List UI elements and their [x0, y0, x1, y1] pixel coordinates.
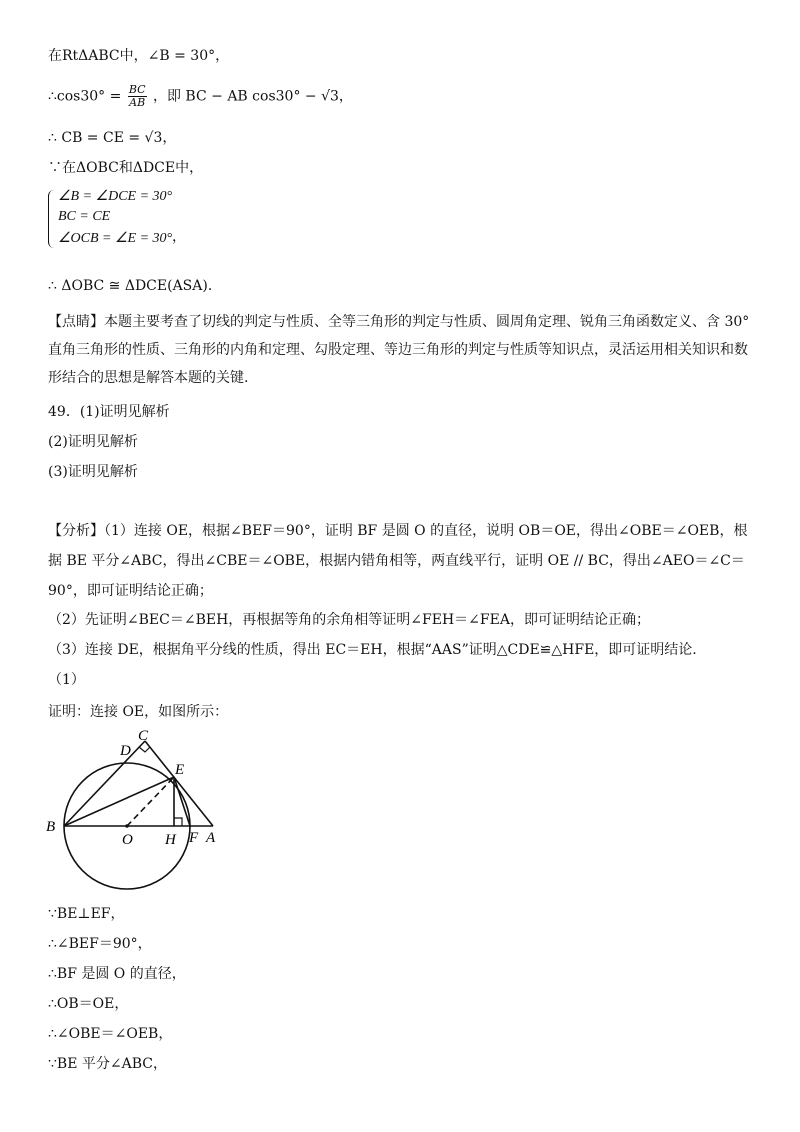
fraction-bc-ab [128, 84, 147, 109]
proof-intro: 证明：连接 OE，如图所示： [48, 704, 229, 720]
proof-step-5: ∴∠OBE＝∠OEB， [48, 1026, 173, 1042]
line-cos30 [48, 84, 353, 109]
line-congruent: ∴ ΔOBC ≅ ΔDCE(ASA)． [48, 278, 222, 294]
cos-prefix: ∴cos30° = [48, 88, 122, 105]
point-o [125, 824, 129, 828]
proof-step-3: ∴BF 是圆 O 的直径， [48, 966, 186, 982]
brace-icon [48, 190, 55, 248]
proof-step-2: ∴∠BEF＝90°， [48, 936, 152, 952]
answer-49-2: (2)证明见解析 [48, 434, 138, 450]
label-a: A [206, 830, 216, 846]
label-e: E [175, 762, 185, 778]
line-in-triangles: ∵在ΔOBC和ΔDCE中， [48, 160, 204, 176]
label-d: D [120, 743, 131, 759]
fenxi-paragraph-2: （2）先证明∠BEC＝∠BEH，再根据等角的余角相等证明∠FEH＝∠FEA，即可证明结论正确； [48, 612, 650, 628]
cos-suffix: ，即 BC − AB cos30° − √3， [152, 88, 353, 105]
right-angle-h [174, 818, 182, 826]
label-f: F [189, 830, 199, 846]
line-oe-dashed [127, 777, 174, 826]
proof-step-6: ∵BE 平分∠ABC， [48, 1056, 167, 1072]
answer-49-1: 49．(1)证明见解析 [48, 404, 170, 420]
geometry-figure [40, 728, 230, 898]
label-o: O [122, 832, 133, 848]
dianjing-paragraph: 【点睛】本题主要考查了切线的判定与性质、全等三角形的判定与性质、圆周角定理、锐角三角函数定义、含 30° 直角三角形的性质、三角形的内角和定理、勾股定理、等边三角形的判定与性质等知识点，灵活运用相关知识和数形结合的思想是解答本题的关键. [48, 314, 750, 386]
system-row-2: BC = CE [58, 209, 111, 224]
proof-step-1: ∵BE⊥EF， [48, 906, 125, 922]
fenxi-paragraph-3: （3）连接 DE，根据角平分线的性质，得出 EC＝EH，根据“AAS”证明△CDE≌△HFE，即可证明结论. [48, 642, 697, 658]
proof-step-4: ∴OB＝OE， [48, 996, 129, 1012]
fenxi-paragraph-1: 【分析】（1）连接 OE，根据∠BEF＝90°，证明 BF 是圆 O 的直径，说明 OB＝OE，得出∠OBE＝∠OEB，根据 BE 平分∠ABC，得出∠CBE＝∠OBE，根据内错角相等，两直线平行，证明 OE // BC，得出∠AEO＝∠C＝90°，即可证明结论正确； [48, 523, 748, 599]
label-h: H [165, 832, 176, 848]
label-c: C [138, 728, 149, 744]
line-rt-triangle: 在RtΔABC中，∠B = 30°， [48, 48, 230, 64]
system-row-1: ∠B = ∠DCE = 30° [58, 189, 173, 204]
fraction-numerator: BC [128, 83, 146, 96]
line-bc [64, 741, 145, 826]
system-row-3: ∠OCB = ∠E = 30° [58, 231, 173, 246]
fraction-denominator: AB [129, 96, 146, 109]
label-b: B [46, 819, 56, 835]
line-cb-ce: ∴ CB = CE = √3， [48, 130, 177, 146]
line-ca [145, 741, 213, 826]
part-1-label: （1） [48, 672, 85, 688]
right-angle-c [139, 747, 150, 752]
system-comma: ， [172, 230, 186, 245]
answer-49-3: (3)证明见解析 [48, 464, 138, 480]
